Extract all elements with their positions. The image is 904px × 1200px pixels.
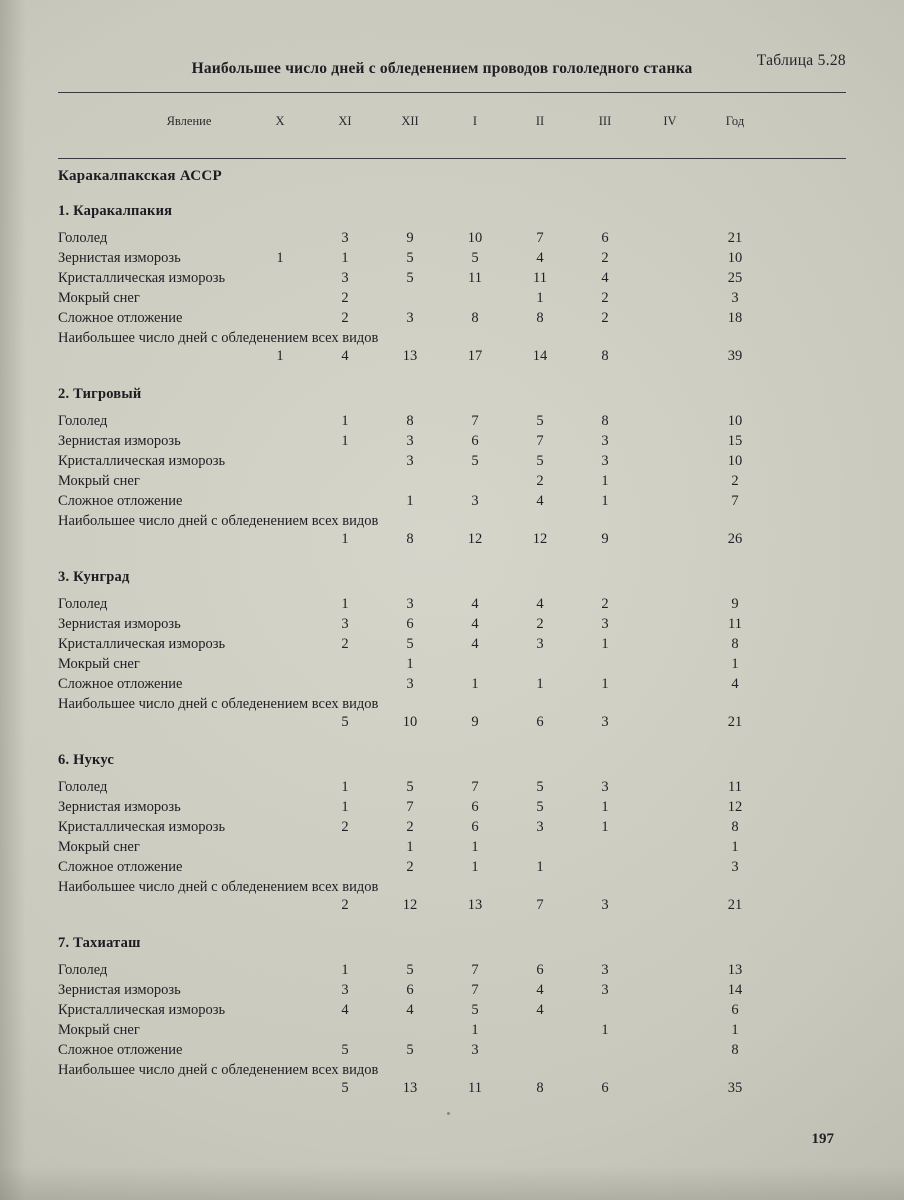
station-rows bbox=[58, 413, 846, 551]
row-label: Наибольшее число дней с обледенением всех видов bbox=[58, 879, 379, 895]
cell-i: 13 bbox=[467, 897, 483, 913]
row-label: Гололед bbox=[58, 596, 108, 612]
column-header-iii: III bbox=[598, 114, 612, 128]
row-label: Сложное отложение bbox=[58, 493, 183, 509]
title-spacer bbox=[58, 220, 846, 230]
column-header-year: Год bbox=[725, 114, 745, 128]
table-row bbox=[58, 779, 846, 799]
row-label: Мокрый снег bbox=[58, 656, 140, 672]
table-row bbox=[58, 859, 846, 879]
cell-i: 6 bbox=[471, 433, 479, 449]
cell-xi: 5 bbox=[341, 1080, 349, 1096]
cell-xii: 1 bbox=[406, 656, 414, 672]
row-label: Кристаллическая изморозь bbox=[58, 453, 226, 469]
cell-xi: 1 bbox=[341, 433, 349, 449]
cell-i: 3 bbox=[471, 493, 479, 509]
table-header-row bbox=[58, 114, 846, 134]
cell-year: 18 bbox=[727, 310, 743, 326]
cell-xii: 5 bbox=[406, 636, 414, 652]
cell-xi: 5 bbox=[341, 714, 349, 730]
table-row bbox=[58, 413, 846, 433]
station-list bbox=[58, 185, 846, 1100]
row-label: Гололед bbox=[58, 413, 108, 429]
cell-year: 39 bbox=[727, 348, 743, 364]
cell-xii: 2 bbox=[406, 819, 414, 835]
cell-year: 9 bbox=[731, 596, 739, 612]
cell-ii: 7 bbox=[536, 230, 544, 246]
cell-iii: 6 bbox=[601, 230, 609, 246]
cell-xi: 2 bbox=[341, 819, 349, 835]
row-label: Зернистая изморозь bbox=[58, 250, 181, 266]
table-row bbox=[58, 596, 846, 616]
cell-xii: 3 bbox=[406, 453, 414, 469]
station-title: 2. Тигровый bbox=[58, 386, 142, 402]
cell-ii: 6 bbox=[536, 962, 544, 978]
cell-ii: 7 bbox=[536, 433, 544, 449]
column-header-i: I bbox=[472, 114, 478, 128]
block-spacer bbox=[58, 551, 846, 569]
table-row bbox=[58, 1002, 846, 1022]
cell-year: 11 bbox=[728, 616, 742, 632]
cell-iii: 3 bbox=[601, 433, 609, 449]
row-label: Наибольшее число дней с обледенением всех видов bbox=[58, 1062, 379, 1078]
cell-iii: 1 bbox=[601, 676, 609, 692]
table-row bbox=[58, 290, 846, 310]
cell-xi: 1 bbox=[341, 596, 349, 612]
table-row bbox=[58, 270, 846, 290]
table-row bbox=[58, 230, 846, 250]
cell-xi: 1 bbox=[341, 250, 349, 266]
cell-iii: 1 bbox=[601, 819, 609, 835]
cell-xii: 13 bbox=[402, 1080, 418, 1096]
cell-iii: 1 bbox=[601, 1022, 609, 1038]
cell-xii: 10 bbox=[402, 714, 418, 730]
cell-i: 17 bbox=[467, 348, 483, 364]
cell-iii: 2 bbox=[601, 290, 609, 306]
cell-iii: 2 bbox=[601, 596, 609, 612]
table-body bbox=[58, 168, 846, 1100]
cell-ii: 4 bbox=[536, 493, 544, 509]
cell-i: 8 bbox=[471, 310, 479, 326]
cell-xi: 3 bbox=[341, 270, 349, 286]
row-label: Наибольшее число дней с обледенением всех видов bbox=[58, 513, 379, 529]
table-row bbox=[58, 1022, 846, 1042]
cell-xii: 2 bbox=[406, 859, 414, 875]
column-header-x: X bbox=[275, 114, 285, 128]
cell-year: 10 bbox=[727, 453, 743, 469]
cell-year: 1 bbox=[731, 656, 739, 672]
row-label: Наибольшее число дней с обледенением всех видов bbox=[58, 330, 379, 346]
cell-ii: 4 bbox=[536, 250, 544, 266]
station-rows bbox=[58, 230, 846, 368]
cell-ii: 5 bbox=[536, 413, 544, 429]
row-label: Кристаллическая изморозь bbox=[58, 819, 226, 835]
cell-xii: 5 bbox=[406, 962, 414, 978]
cell-year: 13 bbox=[727, 962, 743, 978]
row-label: Зернистая изморозь bbox=[58, 799, 181, 815]
cell-xii: 3 bbox=[406, 433, 414, 449]
cell-xi: 5 bbox=[341, 1042, 349, 1058]
cell-ii: 2 bbox=[536, 616, 544, 632]
column-header-ii: II bbox=[535, 114, 545, 128]
cell-year: 3 bbox=[731, 290, 739, 306]
cell-ii: 4 bbox=[536, 596, 544, 612]
paper-speck bbox=[447, 1112, 450, 1115]
table-row bbox=[58, 473, 846, 493]
cell-i: 4 bbox=[471, 616, 479, 632]
cell-i: 5 bbox=[471, 453, 479, 469]
row-label: Гололед bbox=[58, 779, 108, 795]
cell-iii: 8 bbox=[601, 348, 609, 364]
column-header-iv: IV bbox=[663, 114, 677, 128]
table-row bbox=[58, 616, 846, 636]
table-header-rule bbox=[58, 158, 846, 159]
cell-i: 7 bbox=[471, 962, 479, 978]
cell-xi: 1 bbox=[341, 779, 349, 795]
cell-xi: 2 bbox=[341, 290, 349, 306]
cell-xi: 1 bbox=[341, 531, 349, 547]
cell-year: 35 bbox=[727, 1080, 743, 1096]
table-row bbox=[58, 1062, 846, 1100]
cell-iii: 9 bbox=[601, 531, 609, 547]
cell-xii: 12 bbox=[402, 897, 418, 913]
table-row bbox=[58, 879, 846, 917]
cell-xi: 4 bbox=[341, 1002, 349, 1018]
cell-year: 14 bbox=[727, 982, 743, 998]
cell-iii: 2 bbox=[601, 250, 609, 266]
cell-i: 5 bbox=[471, 1002, 479, 1018]
cell-year: 21 bbox=[727, 714, 743, 730]
table-row bbox=[58, 656, 846, 676]
cell-xii: 6 bbox=[406, 616, 414, 632]
cell-iii: 3 bbox=[601, 962, 609, 978]
row-label: Кристаллическая изморозь bbox=[58, 1002, 226, 1018]
table-row bbox=[58, 676, 846, 696]
cell-year: 10 bbox=[727, 250, 743, 266]
cell-iii: 3 bbox=[601, 897, 609, 913]
cell-i: 5 bbox=[471, 250, 479, 266]
cell-xii: 8 bbox=[406, 413, 414, 429]
cell-i: 11 bbox=[468, 1080, 482, 1096]
cell-xii: 3 bbox=[406, 676, 414, 692]
cell-ii: 8 bbox=[536, 310, 544, 326]
page-title: Наибольшее число дней с обледенением проводов гололедного станка bbox=[191, 60, 693, 77]
cell-xi: 3 bbox=[341, 230, 349, 246]
cell-ii: 4 bbox=[536, 1002, 544, 1018]
column-header-xii: XII bbox=[401, 114, 419, 128]
cell-year: 21 bbox=[727, 897, 743, 913]
row-label: Мокрый снег bbox=[58, 1022, 140, 1038]
cell-ii: 14 bbox=[532, 348, 548, 364]
column-header-phenomenon: Явление bbox=[166, 114, 212, 128]
cell-xi: 2 bbox=[341, 310, 349, 326]
title-spacer bbox=[58, 769, 846, 779]
station-rows bbox=[58, 779, 846, 917]
title-spacer bbox=[58, 586, 846, 596]
station-title: 7. Тахиаташ bbox=[58, 935, 141, 951]
station-rows bbox=[58, 962, 846, 1100]
cell-i: 4 bbox=[471, 636, 479, 652]
title-spacer bbox=[58, 952, 846, 962]
cell-i: 6 bbox=[471, 819, 479, 835]
cell-ii: 6 bbox=[536, 714, 544, 730]
cell-i: 11 bbox=[468, 270, 482, 286]
cell-xii: 8 bbox=[406, 531, 414, 547]
cell-year: 8 bbox=[731, 636, 739, 652]
cell-i: 4 bbox=[471, 596, 479, 612]
title-spacer bbox=[58, 403, 846, 413]
cell-i: 1 bbox=[471, 839, 479, 855]
table-row bbox=[58, 453, 846, 473]
cell-xii: 5 bbox=[406, 270, 414, 286]
cell-i: 12 bbox=[467, 531, 483, 547]
table-row bbox=[58, 493, 846, 513]
table-row bbox=[58, 1042, 846, 1062]
cell-year: 8 bbox=[731, 819, 739, 835]
station-title: 1. Каракалпакия bbox=[58, 203, 173, 219]
cell-ii: 5 bbox=[536, 799, 544, 815]
cell-year: 1 bbox=[731, 839, 739, 855]
cell-ii: 8 bbox=[536, 1080, 544, 1096]
cell-xii: 5 bbox=[406, 779, 414, 795]
cell-ii: 3 bbox=[536, 819, 544, 835]
block-spacer bbox=[58, 185, 846, 203]
cell-iii: 2 bbox=[601, 310, 609, 326]
cell-iii: 4 bbox=[601, 270, 609, 286]
cell-ii: 5 bbox=[536, 453, 544, 469]
row-label: Сложное отложение bbox=[58, 859, 183, 875]
cell-xii: 1 bbox=[406, 839, 414, 855]
cell-iii: 1 bbox=[601, 799, 609, 815]
cell-xi: 1 bbox=[341, 799, 349, 815]
cell-year: 3 bbox=[731, 859, 739, 875]
cell-ii: 1 bbox=[536, 859, 544, 875]
cell-ii: 3 bbox=[536, 636, 544, 652]
cell-i: 1 bbox=[471, 676, 479, 692]
cell-ii: 1 bbox=[536, 676, 544, 692]
cell-xi: 3 bbox=[341, 616, 349, 632]
cell-ii: 7 bbox=[536, 897, 544, 913]
cell-ii: 2 bbox=[536, 473, 544, 489]
cell-year: 25 bbox=[727, 270, 743, 286]
table-row bbox=[58, 799, 846, 819]
cell-xi: 4 bbox=[341, 348, 349, 364]
cell-iii: 1 bbox=[601, 636, 609, 652]
cell-year: 15 bbox=[727, 433, 743, 449]
cell-i: 6 bbox=[471, 799, 479, 815]
cell-year: 26 bbox=[727, 531, 743, 547]
cell-xi: 3 bbox=[341, 982, 349, 998]
row-label: Наибольшее число дней с обледенением всех видов bbox=[58, 696, 379, 712]
row-label: Гололед bbox=[58, 230, 108, 246]
cell-year: 12 bbox=[727, 799, 743, 815]
cell-iii: 3 bbox=[601, 616, 609, 632]
cell-xii: 5 bbox=[406, 250, 414, 266]
cell-i: 10 bbox=[467, 230, 483, 246]
block-spacer bbox=[58, 368, 846, 386]
row-label: Мокрый снег bbox=[58, 839, 140, 855]
table-row bbox=[58, 839, 846, 859]
cell-year: 21 bbox=[727, 230, 743, 246]
cell-xii: 13 bbox=[402, 348, 418, 364]
cell-ii: 4 bbox=[536, 982, 544, 998]
cell-xii: 3 bbox=[406, 310, 414, 326]
cell-xii: 7 bbox=[406, 799, 414, 815]
table-row bbox=[58, 513, 846, 551]
cell-xi: 2 bbox=[341, 897, 349, 913]
table-row bbox=[58, 433, 846, 453]
row-label: Мокрый снег bbox=[58, 473, 140, 489]
table-row bbox=[58, 819, 846, 839]
row-label: Зернистая изморозь bbox=[58, 433, 181, 449]
cell-xii: 6 bbox=[406, 982, 414, 998]
cell-iii: 3 bbox=[601, 453, 609, 469]
table-row bbox=[58, 962, 846, 982]
cell-i: 3 bbox=[471, 1042, 479, 1058]
cell-ii: 1 bbox=[536, 290, 544, 306]
table-row bbox=[58, 696, 846, 734]
row-label: Зернистая изморозь bbox=[58, 616, 181, 632]
column-header-xi: XI bbox=[338, 114, 352, 128]
cell-xii: 3 bbox=[406, 596, 414, 612]
cell-i: 1 bbox=[471, 1022, 479, 1038]
row-label: Мокрый снег bbox=[58, 290, 140, 306]
row-label: Кристаллическая изморозь bbox=[58, 636, 226, 652]
table-number: Таблица 5.28 bbox=[756, 52, 846, 69]
cell-ii: 5 bbox=[536, 779, 544, 795]
cell-iii: 1 bbox=[601, 473, 609, 489]
table-row bbox=[58, 310, 846, 330]
row-label: Сложное отложение bbox=[58, 676, 183, 692]
cell-xi: 2 bbox=[341, 636, 349, 652]
cell-iii: 3 bbox=[601, 779, 609, 795]
cell-iii: 3 bbox=[601, 714, 609, 730]
table-row bbox=[58, 636, 846, 656]
cell-xi: 1 bbox=[341, 413, 349, 429]
cell-xii: 5 bbox=[406, 1042, 414, 1058]
cell-i: 7 bbox=[471, 413, 479, 429]
cell-xi: 1 bbox=[341, 962, 349, 978]
cell-ii: 11 bbox=[533, 270, 547, 286]
cell-xii: 1 bbox=[406, 493, 414, 509]
cell-iii: 3 bbox=[601, 982, 609, 998]
cell-x: 1 bbox=[276, 250, 284, 266]
station-title: 3. Кунград bbox=[58, 569, 130, 585]
cell-year: 7 bbox=[731, 493, 739, 509]
station-rows bbox=[58, 596, 846, 734]
cell-i: 7 bbox=[471, 779, 479, 795]
cell-year: 6 bbox=[731, 1002, 739, 1018]
row-label: Зернистая изморозь bbox=[58, 982, 181, 998]
cell-year: 4 bbox=[731, 676, 739, 692]
cell-year: 1 bbox=[731, 1022, 739, 1038]
table-row bbox=[58, 250, 846, 270]
cell-i: 7 bbox=[471, 982, 479, 998]
table-row bbox=[58, 330, 846, 368]
cell-i: 9 bbox=[471, 714, 479, 730]
row-label: Сложное отложение bbox=[58, 1042, 183, 1058]
region-heading: Каракалпакская АССР bbox=[58, 168, 222, 184]
cell-iii: 6 bbox=[601, 1080, 609, 1096]
station-title: 6. Нукус bbox=[58, 752, 115, 768]
table-top-rule bbox=[58, 92, 846, 93]
cell-iii: 8 bbox=[601, 413, 609, 429]
block-spacer bbox=[58, 917, 846, 935]
block-spacer bbox=[58, 734, 846, 752]
cell-i: 1 bbox=[471, 859, 479, 875]
cell-xii: 9 bbox=[406, 230, 414, 246]
cell-year: 2 bbox=[731, 473, 739, 489]
table-row bbox=[58, 982, 846, 1002]
row-label: Кристаллическая изморозь bbox=[58, 270, 226, 286]
cell-year: 8 bbox=[731, 1042, 739, 1058]
cell-iii: 1 bbox=[601, 493, 609, 509]
row-label: Сложное отложение bbox=[58, 310, 183, 326]
cell-ii: 12 bbox=[532, 531, 548, 547]
cell-year: 11 bbox=[728, 779, 742, 795]
row-label: Гололед bbox=[58, 962, 108, 978]
cell-year: 10 bbox=[727, 413, 743, 429]
page-number: 197 bbox=[811, 1131, 834, 1147]
cell-xii: 4 bbox=[406, 1002, 414, 1018]
cell-x: 1 bbox=[276, 348, 284, 364]
